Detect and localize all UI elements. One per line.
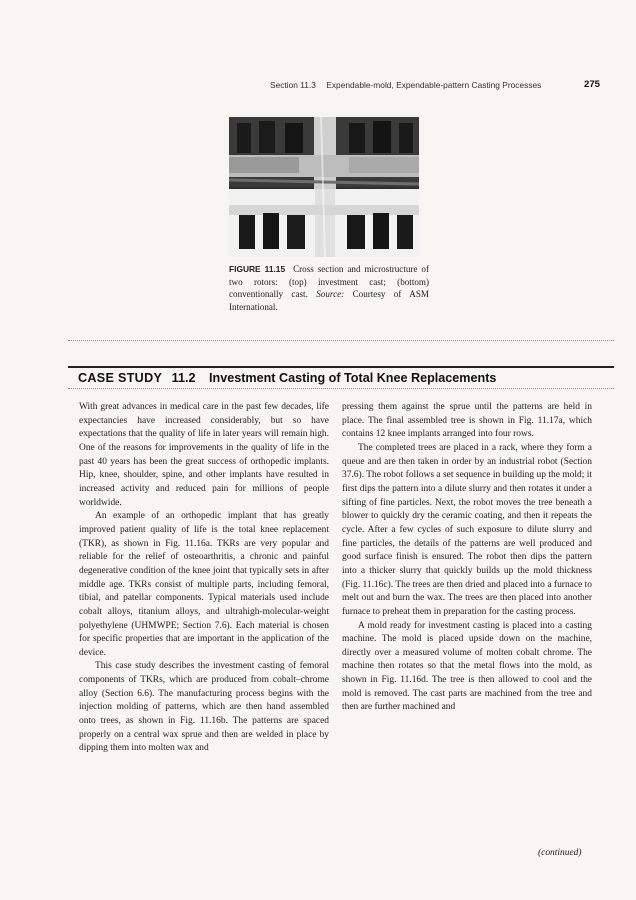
page-number: 275 [583,79,600,90]
paragraph: The completed trees are placed in a rack, where they form a queue and are then taken in order by an industrial robot (Section 37.6). The robot follows a set sequence in building up the mold; it first dips the pattern into a dilute slurry and then rotates it under a sifting of fine particles. Next, the robot moves the tree beneath a blower to quickly dry the ceramic coating, and then it repeats the cycle. After a few cycles of such exposure to dilute slurry and fine particles, the details of the patterns are well produced and good surface finish is ensured. The robot then dips the pattern into a thicker slurry that quickly builds up the mold thickness (Fig. 11.16c). The trees are then dried and placed into a furnace to melt out and burn the wax. The trees are then placed into another furnace to preheat them in preparation for the casting process. [342,442,592,617]
rotor-micrograph-image [229,117,419,257]
dotted-divider-top [68,340,614,341]
case-study-number: 11.2 [171,371,196,385]
figure-label: FIGURE 11.15 [229,264,286,274]
case-study-rule [68,366,614,368]
continued-note: (continued) [538,848,582,858]
header-title: Expendable-mold, Expendable-pattern Casting Processes [326,80,542,90]
paragraph: This case study describes the investment casting of femoral components of TKRs, which are produced from cobalt–chrome alloy (Section 6.6). The manufacturing process begins with the injection molding of patterns, which are then hand assembled onto trees, as shown in Fig. 11.16b. The patterns are spaced properly on a central wax sprue and then are welded in place by dipping them into molten wax and [79,661,329,754]
figure-source-text: Courtesy of ASM International. [229,289,429,313]
figure-rotor-cross-sections [229,117,419,257]
left-column [79,401,329,756]
case-study-heading [78,371,496,385]
paragraph: An example of an orthopedic implant that has greatly improved patient quality of life is the total knee replacement (TKR), as shown in Fig. 11.16a. TKRs are very popular and reliable for the relief of osteoarthritis, a chronic and painful degenerative condition of the knee joint that typically sets in after middle age. TKRs consist of multiple parts, including femoral, tibial, and patellar components. Typical materials used include cobalt alloys, titanium alloys, and ultrahigh-molecular-weight polyethylene (UHMWPE; Section 7.6). Each material is chosen for specific properties that are important in the application of the device. [79,511,329,658]
case-study-label: CASE STUDY [78,371,163,385]
header-section: Section 11.3 [270,80,316,90]
figure-caption [229,263,429,314]
paragraph: A mold ready for investment casting is placed into a casting machine. The mold is placed upside down on the machine, directly over a measured volume of molten cobalt chrome. The machine then rotates so that the metal flows into the mold, as shown in Fig. 11.16d. The tree is then allowed to cool and the mold is removed. The cast parts are machined from the tree and then are further machined and [342,620,592,713]
running-header [270,80,600,90]
right-column [342,401,592,715]
paragraph: With great advances in medical care in the past few decades, life expectancies have increased considerably, but so have expectations that the quality of life in later years will remain high. One of the reasons for improvements in the quality of life in the past 40 years has been the great success of orthopedic implants. Hip, knee, shoulder, spine, and other implants have resulted in increased activity and reduced pain for millions of people worldwide. [79,402,329,508]
dotted-divider-bottom [68,388,614,389]
figure-source-label: Source: [316,289,345,300]
case-study-title: Investment Casting of Total Knee Replacements [209,371,497,385]
paragraph: pressing them against the sprue until the patterns are held in place. The final assembled tree is shown in Fig. 11.17a, which contains 12 knee implants arranged into four rows. [342,402,592,440]
figure-caption-text: Cross section and microstructure of two rotors: (top) investment cast; (bottom) conventionally cast. [229,264,429,300]
